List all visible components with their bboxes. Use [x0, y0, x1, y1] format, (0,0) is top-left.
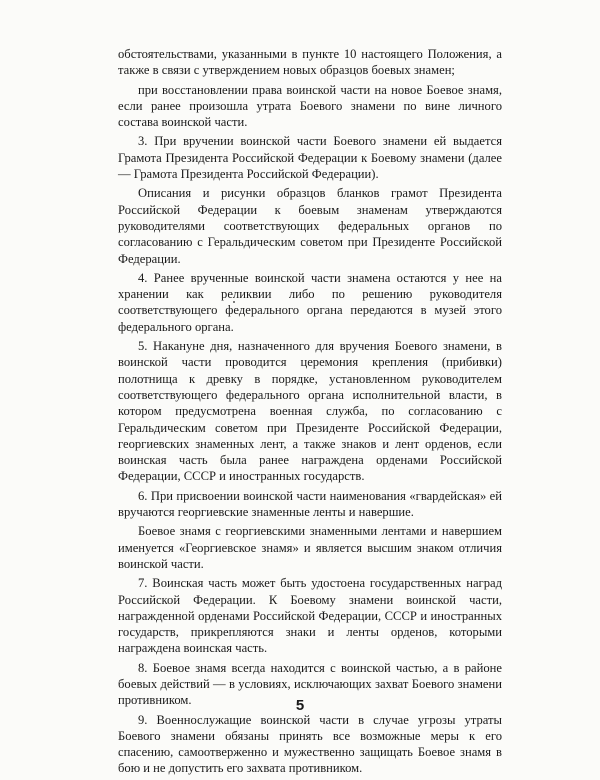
paragraph-continuation: обстоятельствами, указанными в пункте 10 настоящего Положения, а также в связи с утверждением новых образцов боевых знамен;	[118, 47, 502, 78]
page-number: 5	[295, 697, 305, 714]
paragraph-item-5: 5. Накануне дня, назначенного для вручения Боевого знамени, в воинской части проводится церемония крепления (прибивки) полотнища к древку в порядке, установленном руководителем соответствующего федерального органа исполнительной власти, в котором предусмотрена военная служба, по согласованию с Геральдическим советом при Президенте Российской Федерации, георгиевских знаменных лент, а также знаков и лент орденов, если воинская часть была ранее награждена орденами Российской Федерации, СССР и иностранных государств.	[118, 339, 502, 484]
scan-speck	[233, 301, 235, 303]
paragraph-item-6: 6. При присвоении воинской части наименования «гвардейская» ей вручаются георгиевские знаменные ленты и навершие.	[118, 488, 502, 520]
paragraph-georgievskoe: Боевое знамя с георгиевскими знаменными лентами и навершием именуется «Георгиевское знамя» и является высшим знаком отличия воинской части.	[118, 524, 502, 571]
body-text	[118, 46, 502, 780]
paragraph-item-7: 7. Воинская часть может быть удостоена государственных наград Российской Федерации. К Боевому знамени воинской части, награжденной орденами Российской Федерации, СССР и иностранных государств, прикрепляются знаки и ленты орденов, которыми награждена воинская часть.	[118, 576, 502, 656]
paragraph-item-9: 9. Военнослужащие воинской части в случае угрозы утраты Боевого знамени обязаны принять все возможные меры к его спасению, самоотверженно и мужественно защищать Боевое знамя в бою и не допустить его захвата противником.	[118, 712, 502, 776]
paragraph-item-8: 8. Боевое знамя всегда находится с воинской частью, а в районе боевых действий — в условиях, исключающих захват Боевого знамени противником.	[118, 660, 502, 708]
paragraph-descriptions: Описания и рисунки образцов бланков грамот Президента Российской Федерации к боевым знаменам утверждаются руководителями соответствующих федеральных органов по согласованию с Геральдическим советом при Президенте Российской Федерации.	[118, 186, 502, 266]
paragraph-restoration: при восстановлении права воинской части на новое Боевое знамя, если ранее произошла утрата Боевого знамени по вине личного состава воинской части.	[118, 82, 502, 130]
paragraph-item-3: 3. При вручении воинской части Боевого знамени ей выдается Грамота Президента Российской Федерации к Боевому знамени (далее — Грамота Президента Российской Федерации).	[118, 134, 502, 182]
paragraph-item-4: 4. Ранее врученные воинской части знамена остаются у нее на хранении как реликвии либо по решению руководителя соответствующего федерального органа передаются в музей этого федерального органа.	[118, 270, 502, 334]
